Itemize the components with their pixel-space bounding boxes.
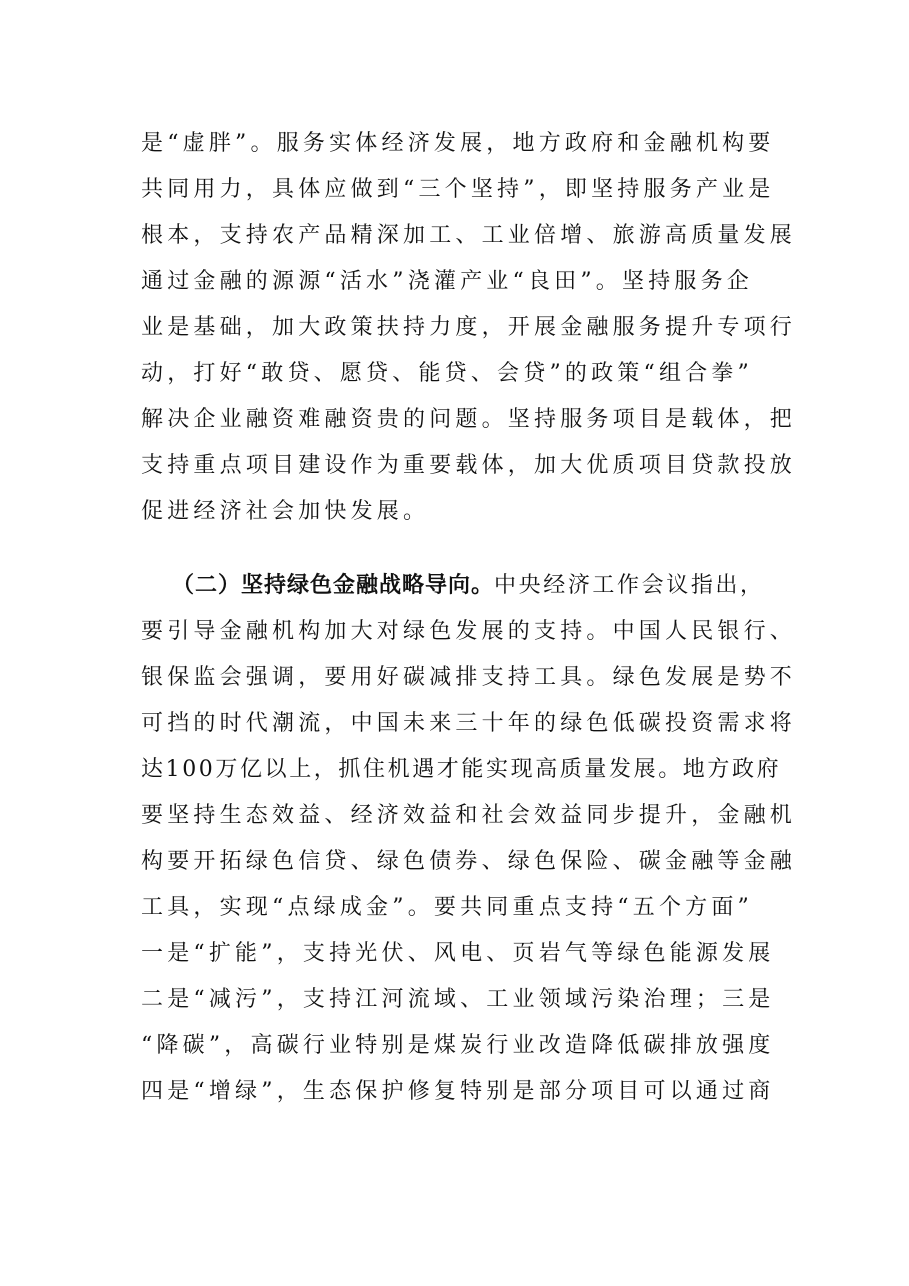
- paragraph-service-economy: [141, 121, 797, 535]
- text-line: 支持重点项目建设作为重要载体，加大优质项目贷款投放: [141, 453, 797, 478]
- text-line: 促进经济社会加快发展。: [141, 499, 430, 524]
- text-line: 银保监会强调，要用好碳减排支持工具。绿色发展是势不: [141, 665, 797, 690]
- text-line: 二是“减污”，支持江河流域、工业领域污染治理；三是: [141, 987, 775, 1012]
- text-line: 工具，实现“点绿成金”。要共同重点支持“五个方面”: [141, 895, 753, 920]
- text-line: 是“虚胖”。服务实体经济发展，地方政府和金融机构要: [141, 131, 775, 156]
- text-line-first: [141, 563, 781, 609]
- text-line: “降碳”，高碳行业特别是煤炭行业改造降低碳排放强度: [141, 1033, 775, 1058]
- section-heading: （二）坚持绿色金融战略导向。: [172, 573, 495, 598]
- text-line: 解决企业融资难融资贵的问题。坚持服务项目是载体，把: [141, 407, 797, 432]
- heading-continuation: 中央经济工作会议指出，: [494, 573, 765, 598]
- text-line: 可挡的时代潮流，中国未来三十年的绿色低碳投资需求将: [141, 711, 797, 736]
- text-line: 要引导金融机构加大对绿色发展的支持。中国人民银行、: [141, 619, 797, 644]
- text-line: 根本，支持农产品精深加工、工业倍增、旅游高质量发展: [141, 223, 797, 248]
- text-line: 要坚持生态效益、经济效益和社会效益同步提升，金融机: [141, 803, 797, 828]
- text-line: 业是基础，加大政策扶持力度，开展金融服务提升专项行: [141, 315, 797, 340]
- text-line: 构要开拓绿色信贷、绿色债券、绿色保险、碳金融等金融: [141, 849, 797, 874]
- text-line: 四是“增绿”，生态保护修复特别是部分项目可以通过商: [141, 1079, 775, 1104]
- text-line: 动，打好“敢贷、愿贷、能贷、会贷”的政策“组合拳”: [141, 361, 753, 386]
- text-line: 共同用力，具体应做到“三个坚持”，即坚持服务产业是: [141, 177, 775, 202]
- text-line: 达100万亿以上，抓住机遇才能实现高质量发展。地方政府: [141, 757, 782, 782]
- paragraph-green-finance: [141, 563, 797, 1115]
- text-line: 一是“扩能”，支持光伏、风电、页岩气等绿色能源发展: [141, 941, 775, 966]
- text-line: 通过金融的源源“活水”浇灌产业“良田”。坚持服务企: [141, 269, 753, 294]
